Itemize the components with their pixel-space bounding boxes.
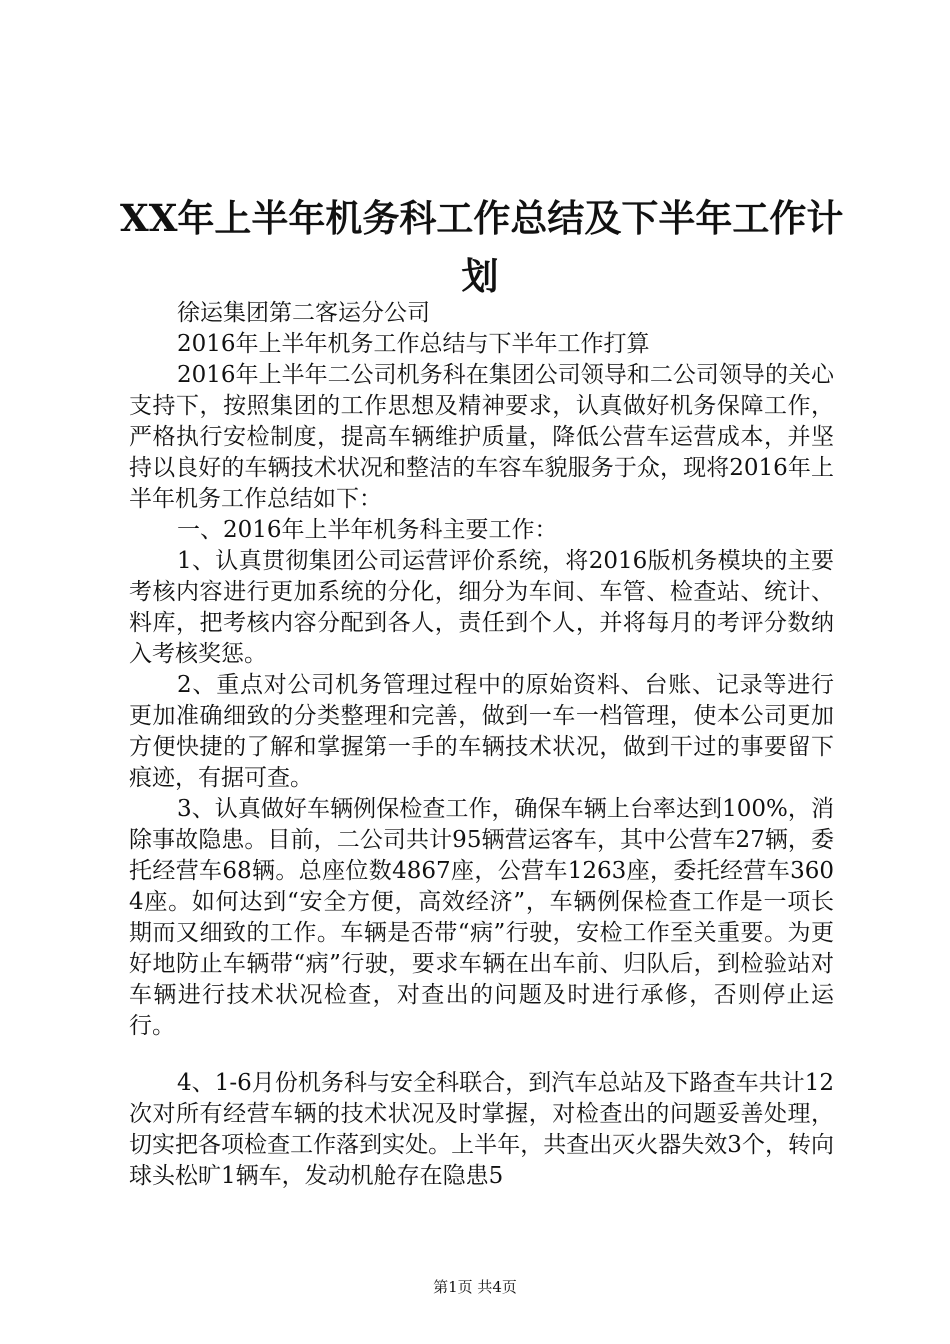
work-item-1: 1、认真贯彻集团公司运营评价系统，将2016版机务模块的主要考核内容进行更加系统的分化，细分为车间、车管、检查站、统计、料库，把考核内容分配到各人，责任到个人，并将每月的考评分数纳入考核奖惩。 <box>129 548 834 667</box>
page-number: 第1页 共4页 <box>433 1278 517 1296</box>
intro-paragraph: 2016年上半年二公司机务科在集团公司领导和二公司领导的关心支持下，按照集团的工作思想及精神要求，认真做好机务保障工作，严格执行安检制度，提高车辆维护质量，降低公营车运营成本，并坚持以良好的车辆技术状况和整洁的车容车貌服务于众，现将2016年上半年机务工作总结如下： <box>129 362 834 512</box>
document-title-line-2: 划 <box>461 254 499 298</box>
work-item-3: 3、认真做好车辆例保检查工作，确保车辆上台率达到100%，消除事故隐患。目前，二公司共计95辆营运客车，其中公营车27辆，委托经营车68辆。总座位数4867座，公营车1263座，委托经营车3604座。如何达到“安全方便，高效经济”，车辆例保检查工作是一项长期而又细致的工作。车辆是否带“病”行驶，安检工作至关重要。为更好地防止车辆带“病”行驶，要求车辆在出车前、归队后，到检验站对车辆进行技术状况检查，对查出的问题及时进行承修，否则停止运行。 <box>129 796 834 1039</box>
report-subtitle: 2016年上半年机务工作总结与下半年工作打算 <box>177 331 650 357</box>
section-heading-1: 一、2016年上半年机务科主要工作： <box>177 517 558 543</box>
work-item-4: 4、1-6月份机务科与安全科联合，到汽车总站及下路查车共计12次对所有经营车辆的技术状况及时掌握，对检查出的问题妥善处理，切实把各项检查工作落到实处。上半年，共查出灭火器失效3个，转向球头松旷1辆车，发动机舱存在隐患5 <box>129 1070 834 1189</box>
document-title-line-1: XX年上半年机务科工作总结及下半年工作计 <box>120 196 844 240</box>
document-body <box>129 298 834 1192</box>
work-item-2: 2、重点对公司机务管理过程中的原始资料、台账、记录等进行更加准确细致的分类整理和完善，做到一车一档管理，使本公司更加方便快捷的了解和掌握第一手的车辆技术状况，做到干过的事要留下痕迹，有据可查。 <box>129 672 834 791</box>
company-name: 徐运集团第二客运分公司 <box>177 300 430 326</box>
